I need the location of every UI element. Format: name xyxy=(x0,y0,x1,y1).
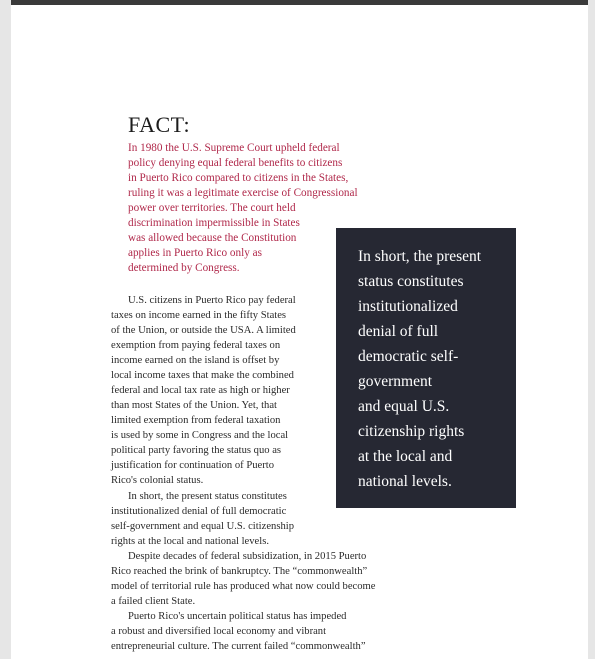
body-line: entrepreneurial culture. The current failed “commonwealth” xyxy=(111,641,366,652)
fact-line: power over territories. The court held xyxy=(128,202,296,214)
fact-line: discrimination impermissible in States xyxy=(128,217,300,229)
pull-quote-line: democratic self- xyxy=(358,348,459,365)
pull-quote-line: at the local and xyxy=(358,448,453,465)
body-line: of the Union, or outside the USA. A limited xyxy=(111,325,296,336)
fact-heading: FACT: xyxy=(128,112,191,137)
body-line: exemption from paying federal taxes on xyxy=(111,340,281,351)
body-line: income earned on the island is offset by xyxy=(111,355,280,366)
body-line: In short, the present status constitutes xyxy=(128,491,287,502)
body-line: institutionalized denial of full democratic xyxy=(111,506,287,517)
fact-line: In 1980 the U.S. Supreme Court upheld federal xyxy=(128,142,340,154)
pull-quote-line: and equal U.S. xyxy=(358,398,450,415)
fact-line: in Puerto Rico compared to citizens in the States, xyxy=(128,172,349,184)
body-line: limited exemption from federal taxation xyxy=(111,415,281,426)
body-line: than most States of the Union. Yet, that xyxy=(111,400,277,411)
body-line: a failed client State. xyxy=(111,596,196,607)
body-line: taxes on income earned in the fifty States xyxy=(111,310,287,321)
pull-quote-box xyxy=(336,228,516,508)
body-line: Rico reached the brink of bankruptcy. The “commonwealth” xyxy=(111,566,368,577)
body-line: model of territorial rule has produced what now could become xyxy=(111,581,376,592)
body-line: rights at the local and national levels. xyxy=(111,536,269,547)
body-line: federal and local tax rate as high or higher xyxy=(111,385,290,396)
body-line: U.S. citizens in Puerto Rico pay federal xyxy=(128,295,296,306)
fact-line: ruling it was a legitimate exercise of Congressional xyxy=(128,187,358,199)
body-line: Rico's colonial status. xyxy=(111,475,204,486)
body-line: justification for continuation of Puerto xyxy=(111,460,274,471)
pull-quote-line: government xyxy=(358,373,433,390)
body-line: is used by some in Congress and the local xyxy=(111,430,289,441)
pull-quote-line: citizenship rights xyxy=(358,423,465,440)
body-line: self-government and equal U.S. citizenship xyxy=(111,521,294,532)
document-page xyxy=(11,5,588,659)
body-line: local income taxes that make the combined xyxy=(111,370,294,381)
body-line: a robust and diversified local economy and vibrant xyxy=(111,626,327,637)
viewer-right-margin xyxy=(588,0,595,659)
body-line: Puerto Rico's uncertain political status has impeded xyxy=(128,611,347,622)
pull-quote-line: institutionalized xyxy=(358,298,458,315)
fact-line: was allowed because the Constitution xyxy=(128,232,297,244)
body-line: political party favoring the status quo as xyxy=(111,445,282,456)
viewer-left-margin xyxy=(0,0,11,659)
pull-quote-line: denial of full xyxy=(358,323,439,340)
pull-quote-line: status constitutes xyxy=(358,273,464,290)
pull-quote-line: national levels. xyxy=(358,473,452,490)
fact-line: applies in Puerto Rico only as xyxy=(128,247,262,259)
body-line: Despite decades of federal subsidization, in 2015 Puerto xyxy=(128,551,367,562)
pull-quote-line: In short, the present xyxy=(358,248,482,265)
fact-line: policy denying equal federal benefits to citizens xyxy=(128,157,343,169)
fact-line: determined by Congress. xyxy=(128,262,240,274)
